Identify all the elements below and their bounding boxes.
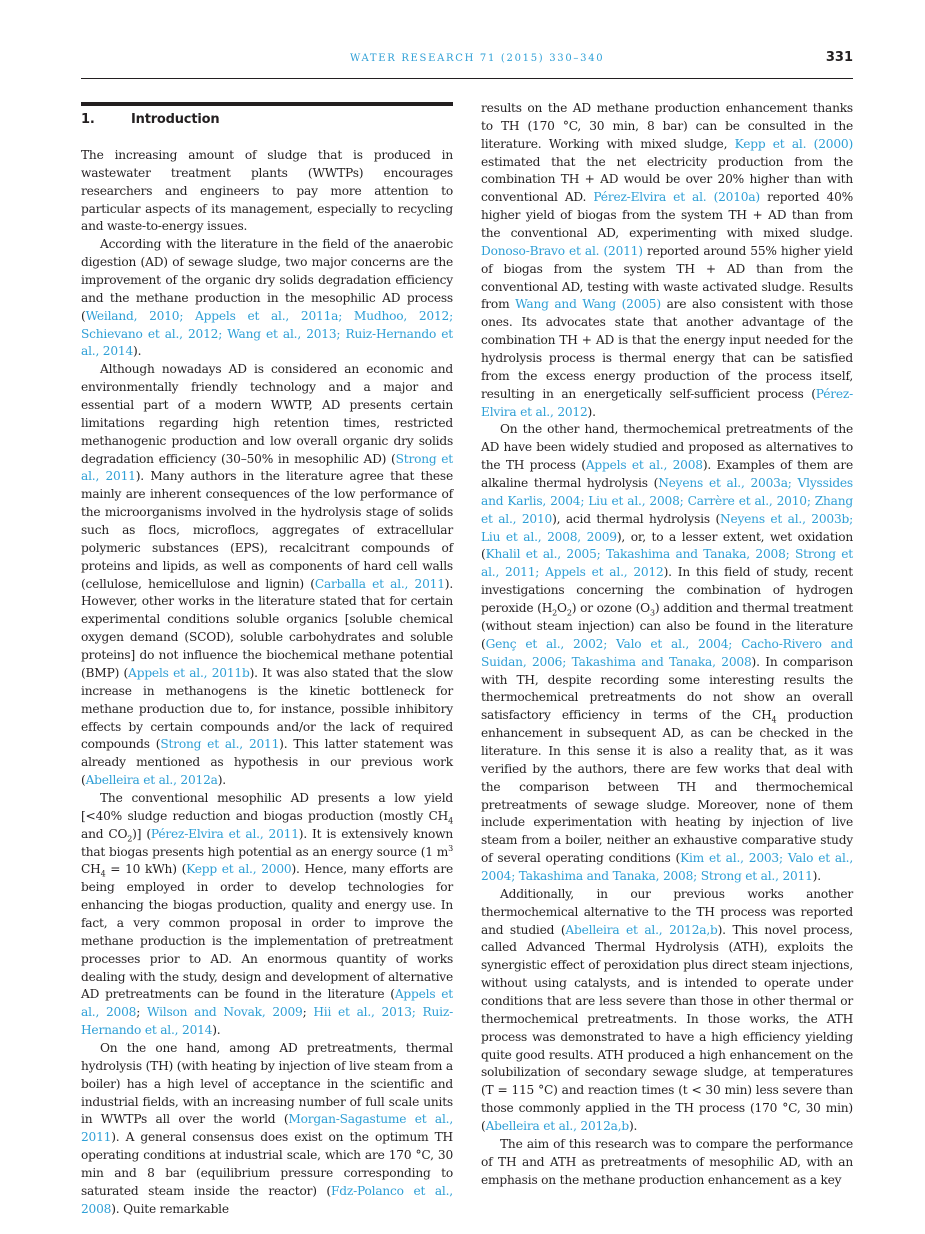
paragraph: Additionally, in our previous works another thermochemical alternative to the TH process was reported and studied (Abelleira et al., 2012a,b). This novel process, called Advanced Thermal Hydrolysis (ATH), exploits the synergistic effect of peroxidation plus direct steam injections, without using catalysts, and is intended to operate under conditions that are less severe than those in other thermal or thermochemical pretreatments. In those works, the ATH process was demonstrated to have a high efficiency yielding quite good results. ATH produced a high enhancement on the solubilization of secondary sewage sludge, at temperatures (T = 115 °C) and reaction times (t < 30 min) less severe than those commonly applied in the TH process (170 °C, 30 min) (Abelleira et al., 2012a,b).: [481, 886, 853, 1133]
paragraph: On the one hand, among AD pretreatments, thermal hydrolysis (TH) (with heating by injection of live steam from a boiler) has a high level of acceptance in the scientific and industrial fields, with an increasing number of full scale units in WWTPs all over the world (Morgan-Sagastume et al., 2011). A general consensus does exist on the optimum TH operating conditions at industrial scale, which are 170 °C, 30 min and 8 bar (equilibrium pressure corresponding to saturated steam inside the reactor) (Fdz-Polanco et al., 2008). Quite remarkable: [81, 1040, 453, 1216]
citation-link[interactable]: Strong et al., 2011: [160, 737, 280, 752]
citation-link[interactable]: Kepp et al., 2000: [186, 862, 292, 877]
citation-link[interactable]: Kepp et al. (2000): [734, 136, 854, 151]
citation-link[interactable]: Genç et al., 2002; Valo et al., 2004; Cacho-Rivero and Suidan, 2006; Takashima and Tanaka, 2008: [481, 636, 853, 669]
citation-link[interactable]: Donoso-Bravo et al. (2011): [481, 243, 643, 258]
paragraph: On the other hand, thermochemical pretreatments of the AD have been widely studied and proposed as alternatives to the TH process (Appels et al., 2008). Examples of them are alkaline thermal hydrolysis (Neyens et al., 2003a; Vlyssides and Karlis, 2004; Liu et al., 2008; Carrère et al., 2010; Zhang et al., 2010), acid thermal hydrolysis (Neyens et al., 2003b; Liu et al., 2008, 2009), or, to a lesser extent, wet oxidation (Khalil et al., 2005; Takashima and Tanaka, 2008; Strong et al., 2011; Appels et al., 2012). In this field of study, recent investigations concerning the combination of hydrogen peroxide $(H_2O_2)$ or ozone $(O_3)$ addition and thermal treatment (without steam injection) can also be found in the literature (Genç et al., 2002; Valo et al., 2004; Cacho-Rivero and Suidan, 2006; Takashima and Tanaka, 2008). In comparison with TH, despite recording some interesting results the thermochemical pretreatments do not show an overall satisfactory efficiency in terms of the $CH_4$ production enhancement in subsequent AD, as can be checked in the literature. In this sense it is also a reality that, as it was verified by the authors, there are few works that deal with the comparison between TH and thermochemical pretreatments of sewage sludge. Moreover, none of them include experimentation with heating by injection of live steam from a boiler, neither an exhaustive comparative study of several operating conditions (Kim et al., 2003; Valo et al., 2004; Takashima and Tanaka, 2008; Strong et al., 2011).: [481, 422, 854, 883]
citation-link[interactable]: Wilson and Novak, 2009: [146, 1005, 303, 1020]
paragraph: The aim of this research was to compare the performance of TH and ATH as pretreatments of mesophilic AD, with an emphasis on the methane production enhancement as a key: [481, 1136, 853, 1187]
paragraph: The increasing amount of sludge that is produced in wastewater treatment plants (WWTPs) encourages researchers and engineers to pay more attention to particular aspects of its management, especially to recycling and waste-to-energy issues.: [81, 148, 453, 234]
citation-link[interactable]: Neyens et al., 2003a; Vlyssides and Karlis, 2004; Liu et al., 2008; Carrère et al., 2010; Zhang et al., 2010: [481, 476, 853, 526]
citation-link[interactable]: Khalil et al., 2005; Takashima and Tanaka, 2008; Strong et al., 2011; Appels et al., 2012: [481, 547, 853, 580]
citation-link[interactable]: Appels et al., 2008: [81, 987, 453, 1020]
citation-link[interactable]: Wang and Wang (2005): [515, 297, 661, 312]
citation-link[interactable]: Neyens et al., 2003b; Liu et al., 2008, 2009: [481, 511, 854, 544]
page-number: 331: [825, 50, 853, 65]
citation-link[interactable]: Kim et al., 2003; Valo et al., 2004; Takashima and Tanaka, 2008; Strong et al., 2011: [481, 851, 853, 883]
paragraph: Although nowadays AD is considered an economic and environmentally friendly technology and a major and essential part of a modern WWTP, AD presents certain limitations regarding high retention times, restricted methanogenic production and low overall organic dry solids degradation efficiency (30–50% in mesophilic AD) (Strong et al., 2011). Many authors in the literature agree that these mainly are inherent consequences of the low performance of the microorganisms involved in the hydrolysis stage of solids such as flocs, microflocs, aggregates of extracellular polymeric substances (EPS), recalcitrant compounds of proteins and lipids, as well as components of hard cell walls (cellulose, hemicellulose and lignin) (Carballa et al., 2011). However, other works in the literature stated that for certain experimental conditions soluble organics [soluble chemical oxygen demand (SCOD), soluble carbohydrates and soluble proteins] do not influence the biochemical methane potential (BMP) (Appels et al., 2011b). It was also stated that the slow increase in methanogens is the kinetic bottleneck for methane production due to, for instance, possible inhibitory effects by certain compounds and/or the lack of required compounds (Strong et al., 2011). This latter statement was already mentioned as hypothesis in our previous work (Abelleira et al., 2012a).: [81, 362, 454, 788]
paragraph: According with the literature in the field of the anaerobic digestion (AD) of sewage sludge, two major concerns are the improvement of the organic dry solids degradation efficiency and the methane production in the mesophilic AD process (Weiland, 2010; Appels et al., 2011a; Mudhoo, 2012; Schievano et al., 2012; Wang et al., 2013; Ruiz-Hernando et al., 2014).: [81, 237, 453, 359]
citation-link[interactable]: Fdz-Polanco et al., 2008: [81, 1183, 453, 1216]
citation-link[interactable]: Appels et al., 2008: [585, 458, 703, 473]
paragraph: results on the AD methane production enhancement thanks to TH (170 °C, 30 min, 8 bar) can be consulted in the literature. Working with mixed sludge, Kepp et al. (2000) estimated that the net electricity production from the combination TH + AD would be over 20% higher than with conventional AD. Pérez-Elvira et al. (2010a) reported 40% higher yield of biogas from the system TH + AD than from the conventional AD, experimenting with mixed sludge. Donoso-Bravo et al. (2011) reported around 55% higher yield of biogas from the system TH + AD than from the conventional AD, testing with waste activated sludge. Results from Wang and Wang (2005) are also consistent with those ones. Its advocates state that another advantage of the combination TH + AD is that the energy input needed for the hydrolysis process is thermal energy that can be satisfied from the excess energy production of the process itself, resulting in an energetically self-sufficient process (Pérez-Elvira et al., 2012).: [481, 101, 854, 419]
citation-link[interactable]: Hii et al., 2013; Ruiz-Hernando et al., 2014: [81, 1005, 453, 1038]
paragraph: The conventional mesophilic AD presents a low yield [<40% sludge reduction and biogas production (mostly $CH_4$ and $CO_2$)] (Pérez-Elvira et al., 2011). It is extensively known that biogas presents high potential as an energy source (1 $m^3$ $CH_4 = 10$ kWh) (Kepp et al., 2000). Hence, many efforts are being employed in order to develop technologies for enhancing the biogas production, quality and energy use. In fact, a very common proposal in order to improve the methane production is the implementation of pretreatment processes prior to AD. An enormous quantity of works dealing with the study, design and development of alternative AD pretreatments can be found in the literature (Appels et al., 2008; Wilson and Novak, 2009; Hii et al., 2013; Ruiz-Hernando et al., 2014).: [81, 790, 453, 1038]
citation-link[interactable]: Weiland, 2010; Appels et al., 2011a; Mudhoo, 2012; Schievano et al., 2012; Wang et al., 2013; Ruiz-Hernando et al., 2014: [81, 308, 453, 359]
citation-link[interactable]: Abelleira et al., 2012a,b: [565, 922, 718, 937]
section-title: Introduction: [131, 112, 220, 127]
header-rule: [81, 78, 853, 79]
citation-link[interactable]: Carballa et al., 2011: [314, 576, 445, 591]
citation-link[interactable]: Pérez-Elvira et al. (2010a): [593, 190, 760, 205]
running-head: [0, 50, 925, 70]
section-heading: [81, 111, 453, 129]
section-rule: [81, 102, 453, 106]
journal-citation: WATER RESEARCH 71 (2015) 330–340: [350, 53, 605, 64]
citation-link[interactable]: Abelleira et al., 2012a,b: [485, 1118, 629, 1133]
citation-link[interactable]: Morgan-Sagastume et al., 2011: [81, 1112, 453, 1145]
citation-link[interactable]: Pérez-Elvira et al., 2012: [481, 386, 853, 419]
citation-link[interactable]: Pérez-Elvira et al., 2011: [150, 826, 299, 841]
citation-link[interactable]: Strong et al., 2011: [81, 451, 453, 484]
citation-link[interactable]: Abelleira et al., 2012a: [85, 773, 218, 788]
right-column: [481, 100, 853, 1189]
citation-link[interactable]: Appels et al., 2011b: [128, 665, 250, 680]
section-number: 1.: [81, 112, 95, 127]
left-column: [81, 100, 453, 1219]
